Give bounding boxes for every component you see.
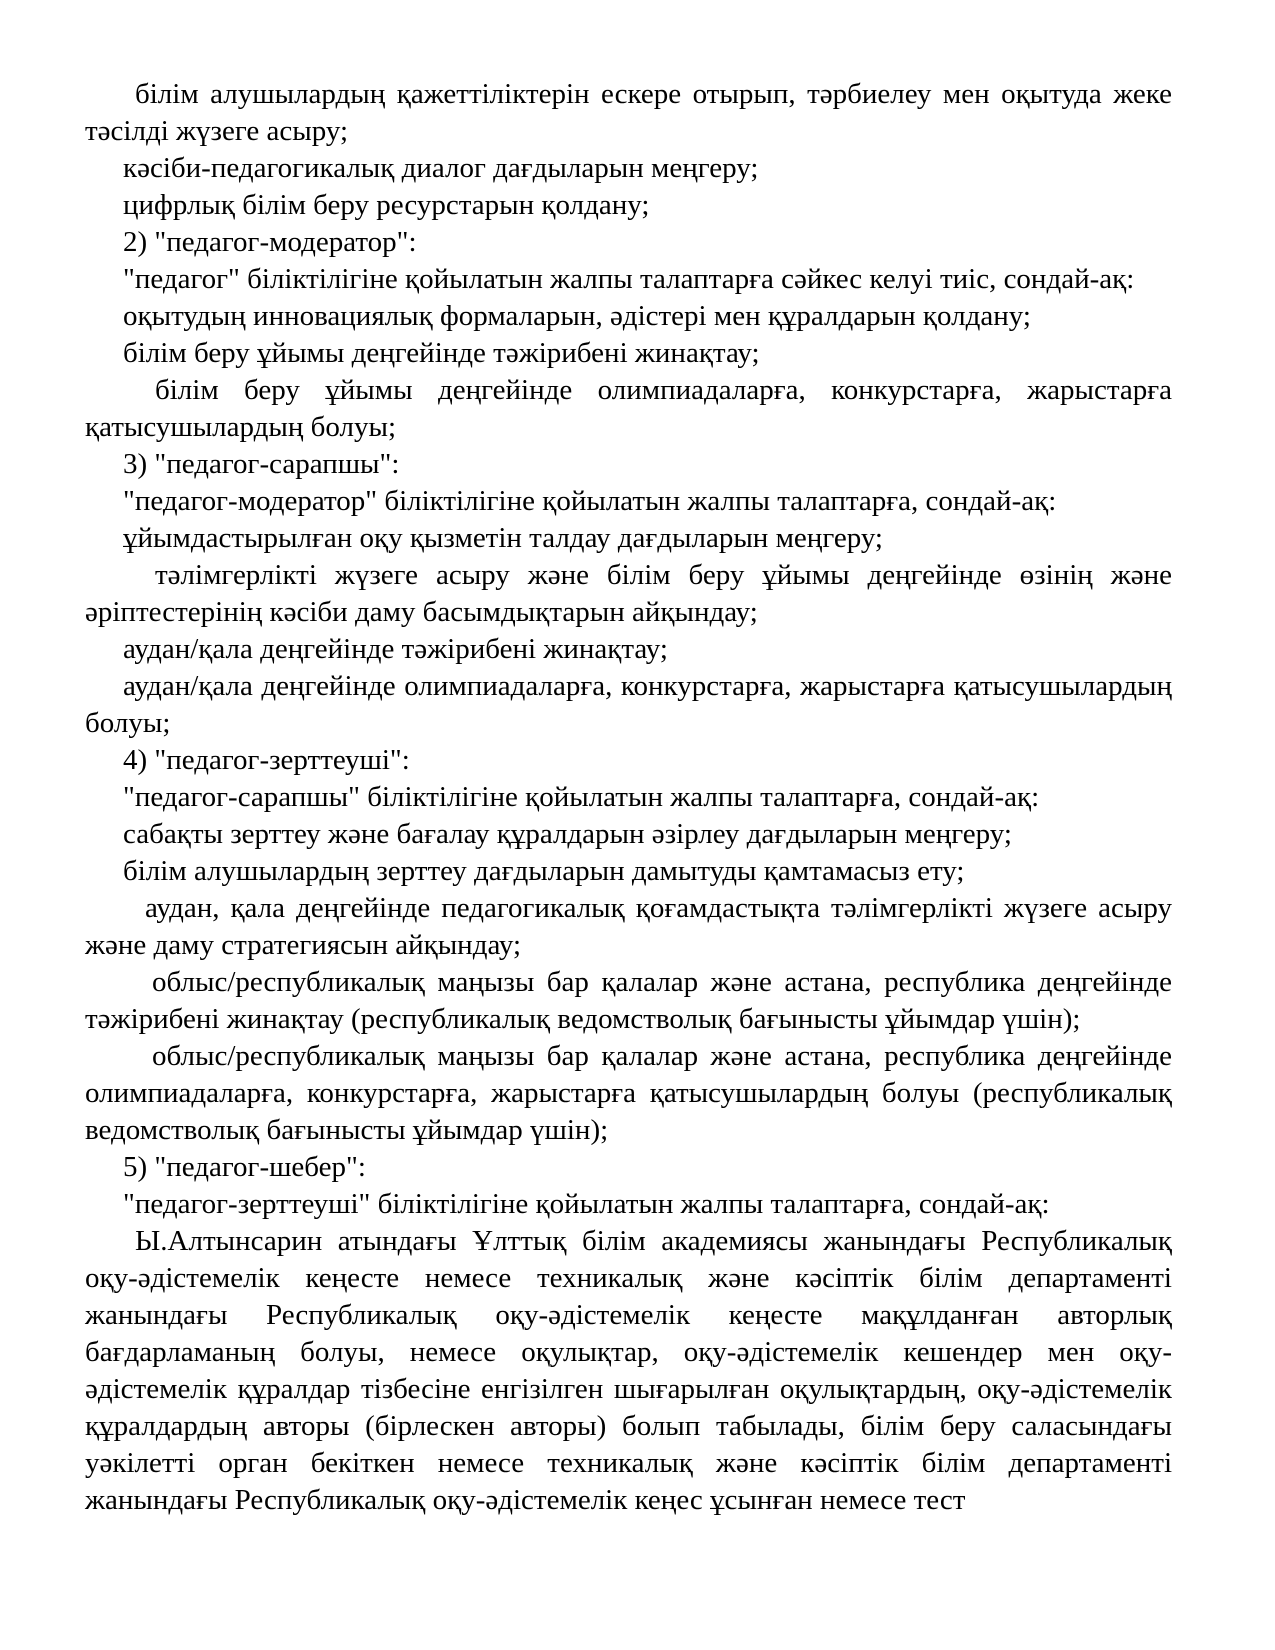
document-body (85, 76, 1172, 1519)
paragraph: аудан, қала деңгейінде педагогикалық қоғамдастықта тәлімгерлікті жүзеге асыру және даму стратегиясын айқындау; (85, 892, 1172, 961)
paragraph: кәсіби-педагогикалық диалог дағдыларын меңгеру; (123, 152, 759, 184)
paragraph: "педагог" біліктілігіне қойылатын жалпы талаптарға сәйкес келуі тиіс, сондай-ақ: (123, 263, 1135, 295)
paragraph: аудан/қала деңгейінде тәжірибені жинақтау; (123, 633, 668, 665)
paragraph: 3) "педагог-сарапшы": (123, 448, 400, 480)
paragraph: 5) "педагог-шебер": (123, 1151, 366, 1183)
paragraph: "педагог-сарапшы" біліктілігіне қойылатын жалпы талаптарға, сондай-ақ: (123, 781, 1040, 813)
paragraph: ұйымдастырылған оқу қызметін талдау дағдыларын меңгеру; (123, 522, 883, 554)
paragraph: 4) "педагог-зерттеуші": (123, 744, 410, 776)
paragraph: Ы.Алтынсарин атындағы Ұлттық білім академиясы жанындағы Республикалық оқу-әдістемелік кеңесте немесе техникалық және кәсіптік білім департаменті жанындағы Республикалық оқу-әдістемелік кеңесте мақұлданған авторлық бағдарламаның болуы, немесе оқулықтар, оқу-әдістемелік кешендер мен оқу-әдістемелік құралдар тізбесіне енгізілген шығарылған оқулықтардың, оқу-әдістемелік құралдардың авторы (бірлескен авторы) болып табылады, білім беру саласындағы уәкілетті орган бекіткен немесе техникалық және кәсіптік білім департаменті жанындағы Республикалық оқу-әдістемелік кеңес ұсынған немесе тест (85, 1225, 1172, 1516)
paragraph: білім беру ұйымы деңгейінде тәжірибені жинақтау; (123, 337, 760, 369)
paragraph: сабақты зерттеу және бағалау құралдарын әзірлеу дағдыларын меңгеру; (123, 818, 1012, 850)
paragraph: тәлімгерлікті жүзеге асыру және білім беру ұйымы деңгейінде өзінің және әріптестерінің кәсіби даму басымдықтарын айқындау; (85, 559, 1172, 628)
paragraph: білім алушылардың қажеттіліктерін ескере отырып, тәрбиелеу мен оқытуда жеке тәсілді жүзеге асыру; (85, 78, 1172, 147)
paragraph: цифрлық білім беру ресурстарын қолдану; (123, 189, 650, 221)
paragraph: білім алушылардың зерттеу дағдыларын дамытуды қамтамасыз ету; (123, 855, 965, 887)
paragraph: облыс/республикалық маңызы бар қалалар және астана, республика деңгейінде тәжірибені жинақтау (республикалық ведомстволық бағынысты ұйымдар үшін); (85, 966, 1172, 1035)
paragraph: "педагог-зерттеуші" біліктілігіне қойылатын жалпы талаптарға, сондай-ақ: (123, 1188, 1050, 1220)
paragraph: "педагог-модератор" біліктілігіне қойылатын жалпы талаптарға, сондай-ақ: (123, 485, 1057, 517)
paragraph: аудан/қала деңгейінде олимпиадаларға, конкурстарға, жарыстарға қатысушылардың болуы; (85, 670, 1172, 739)
paragraph: 2) "педагог-модератор": (123, 226, 417, 258)
paragraph: оқытудың инновациялық формаларын, әдістері мен құралдарын қолдану; (123, 300, 1031, 332)
paragraph: облыс/республикалық маңызы бар қалалар және астана, республика деңгейінде олимпиадаларға, конкурстарға, жарыстарға қатысушылардың болуы (республикалық ведомстволық бағынысты ұйымдар үшін); (85, 1040, 1172, 1146)
paragraph: білім беру ұйымы деңгейінде олимпиадаларға, конкурстарға, жарыстарға қатысушылардың болуы; (85, 374, 1172, 443)
